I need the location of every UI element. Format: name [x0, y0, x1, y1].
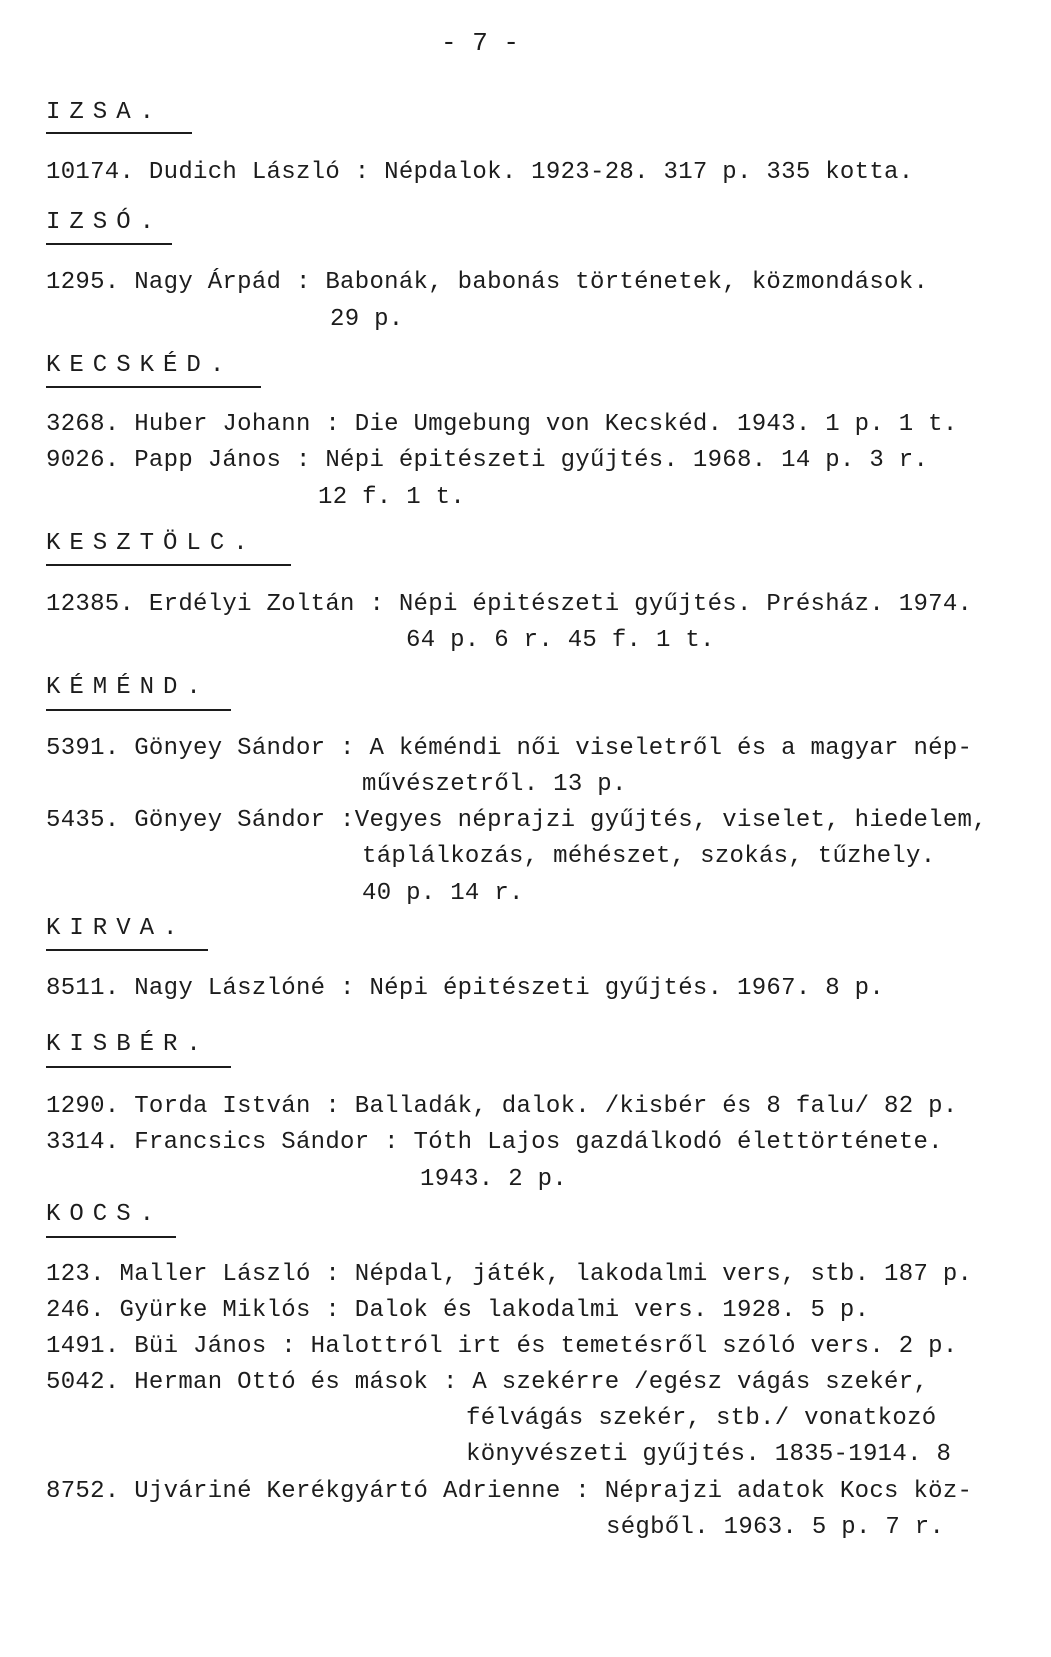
entry-continuation: 64 p. 6 r. 45 f. 1 t.: [406, 627, 715, 654]
heading-underline: [46, 386, 261, 388]
heading-underline: [46, 1066, 231, 1068]
section-heading: KESZTÖLC.: [46, 530, 257, 557]
entry-line: 3314. Francsics Sándor : Tóth Lajos gazdálkodó élettörténete.: [46, 1129, 943, 1156]
entry-line: 9026. Papp János : Népi épitészeti gyűjtés. 1968. 14 p. 3 r.: [46, 447, 929, 474]
section-heading: KISBÉR.: [46, 1031, 210, 1058]
heading-underline: [46, 1236, 176, 1238]
entry-continuation: ségből. 1963. 5 p. 7 r.: [606, 1514, 945, 1541]
entry-line: 123. Maller László : Népdal, játék, lakodalmi vers, stb. 187 p.: [46, 1261, 973, 1288]
entry-continuation: 29 p.: [330, 306, 404, 333]
entry-line: 8752. Ujváriné Kerékgyártó Adrienne : Néprajzi adatok Kocs köz-: [46, 1478, 973, 1505]
entry-line: 246. Gyürke Miklós : Dalok és lakodalmi vers. 1928. 5 p.: [46, 1297, 870, 1324]
entry-line: 12385. Erdélyi Zoltán : Népi épitészeti gyűjtés. Présház. 1974.: [46, 591, 973, 618]
entry-line: 5435. Gönyey Sándor :Vegyes néprajzi gyűjtés, viselet, hiedelem,: [46, 807, 987, 834]
entry-line: 3268. Huber Johann : Die Umgebung von Kecskéd. 1943. 1 p. 1 t.: [46, 411, 958, 438]
section-heading: KECSKÉD.: [46, 352, 234, 379]
entry-line: 1491. Büi János : Halottról irt és temetésről szóló vers. 2 p.: [46, 1333, 958, 1360]
section-heading: IZSÓ.: [46, 209, 164, 236]
entry-continuation: 40 p. 14 r.: [362, 880, 524, 907]
entry-continuation: félvágás szekér, stb./ vonatkozó: [466, 1405, 937, 1432]
heading-underline: [46, 709, 231, 711]
entry-line: 10174. Dudich László : Népdalok. 1923-28. 317 p. 335 kotta.: [46, 159, 914, 186]
entry-line: 1295. Nagy Árpád : Babonák, babonás történetek, közmondások.: [46, 269, 929, 296]
heading-underline: [46, 132, 192, 134]
entry-continuation: könyvészeti gyűjtés. 1835-1914. 8: [466, 1441, 952, 1468]
entry-line: 8511. Nagy Lászlóné : Népi épitészeti gyűjtés. 1967. 8 p.: [46, 975, 885, 1002]
heading-underline: [46, 949, 208, 951]
section-heading: IZSA.: [46, 99, 164, 126]
entry-line: 1290. Torda István : Balladák, dalok. /kisbér és 8 falu/ 82 p.: [46, 1093, 958, 1120]
entry-line: 5042. Herman Ottó és mások : A szekérre /egész vágás szekér,: [46, 1369, 929, 1396]
entry-continuation: művészetről. 13 p.: [362, 771, 627, 798]
heading-underline: [46, 243, 172, 245]
heading-underline: [46, 564, 291, 566]
entry-continuation: táplálkozás, méhészet, szokás, tűzhely.: [362, 843, 936, 870]
section-heading: KOCS.: [46, 1201, 164, 1228]
entry-continuation: 1943. 2 p.: [420, 1166, 568, 1193]
section-heading: KIRVA.: [46, 915, 187, 942]
entry-continuation: 12 f. 1 t.: [318, 484, 466, 511]
entry-line: 5391. Gönyey Sándor : A kéméndi női viseletről és a magyar nép-: [46, 735, 973, 762]
page-number: - 7 -: [440, 28, 519, 58]
section-heading: KÉMÉND.: [46, 674, 210, 701]
